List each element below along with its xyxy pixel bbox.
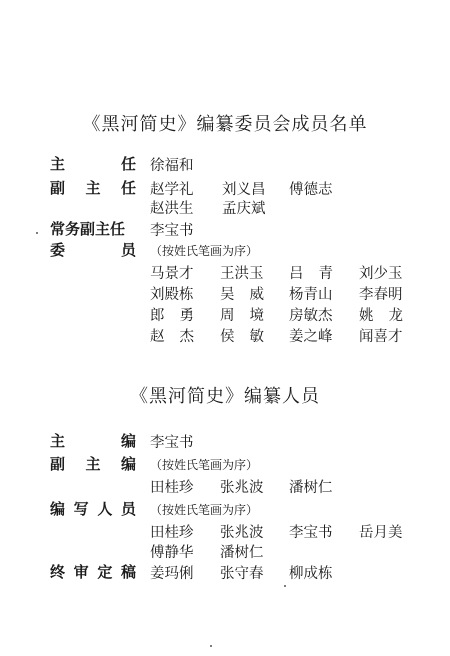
role-members: 委 员 [50,241,136,259]
name: 李宝书 [150,435,194,451]
role-deputy-director: 副 主 任 [50,179,136,197]
name: 潘树仁 [220,545,264,561]
name: 马景才 [150,266,194,282]
role-deputy-editor: 副 主 编 [50,455,136,473]
name: 李宝书 [150,223,194,239]
name: 潘树仁 [289,480,333,496]
name: 田桂珍 [150,480,194,496]
name: 姜之峰 [289,329,333,345]
scan-speck [210,645,212,647]
name: 张兆波 [220,480,264,496]
name: 李春明 [359,287,403,303]
role-chief-editor: 主 编 [50,432,136,450]
role-director: 主 任 [50,155,136,173]
name: 侯 敏 [220,329,264,345]
name: 郎 勇 [150,308,194,324]
name: 房敏杰 [289,308,333,324]
name: 王洪玉 [220,266,264,282]
name: 吕 青 [289,266,333,282]
name: 赵洪生 [150,201,194,217]
role-final-review: 终 审 定 稿 [50,563,136,581]
name: 闻喜才 [359,329,403,345]
name: 姚 龙 [359,308,403,324]
scan-speck [36,232,38,234]
order-note: （按姓氏笔画为序） [150,244,259,258]
committee-title: 《黑河简史》编纂委员会成员名单 [82,114,368,135]
name: 田桂珍 [150,525,194,541]
name: 刘少玉 [359,266,403,282]
editors-title: 《黑河简史》编纂人员 [130,386,320,407]
name: 李宝书 [289,525,333,541]
name: 张兆波 [220,525,264,541]
name: 刘殿栋 [150,287,194,303]
name: 岳月美 [359,525,403,541]
name: 张守春 [220,566,264,582]
name: 刘义昌 [222,182,266,198]
name: 赵 杰 [150,329,194,345]
name: 孟庆斌 [222,201,266,217]
name: 赵学礼 [150,182,194,198]
role-executive-deputy: 常务副主任 [50,220,126,238]
name: 周 境 [220,308,264,324]
name: 杨青山 [289,287,333,303]
name: 姜玛俐 [150,566,194,582]
name: 吴 威 [220,287,264,303]
name: 傅德志 [289,182,333,198]
role-writers: 编 写 人 员 [50,500,136,518]
name: 徐福和 [150,158,194,174]
scan-speck [284,585,286,587]
order-note: （按姓氏笔画为序） [150,458,259,472]
name: 柳成栋 [289,566,333,582]
order-note: （按姓氏笔画为序） [150,503,259,517]
name: 傅静华 [150,545,194,561]
